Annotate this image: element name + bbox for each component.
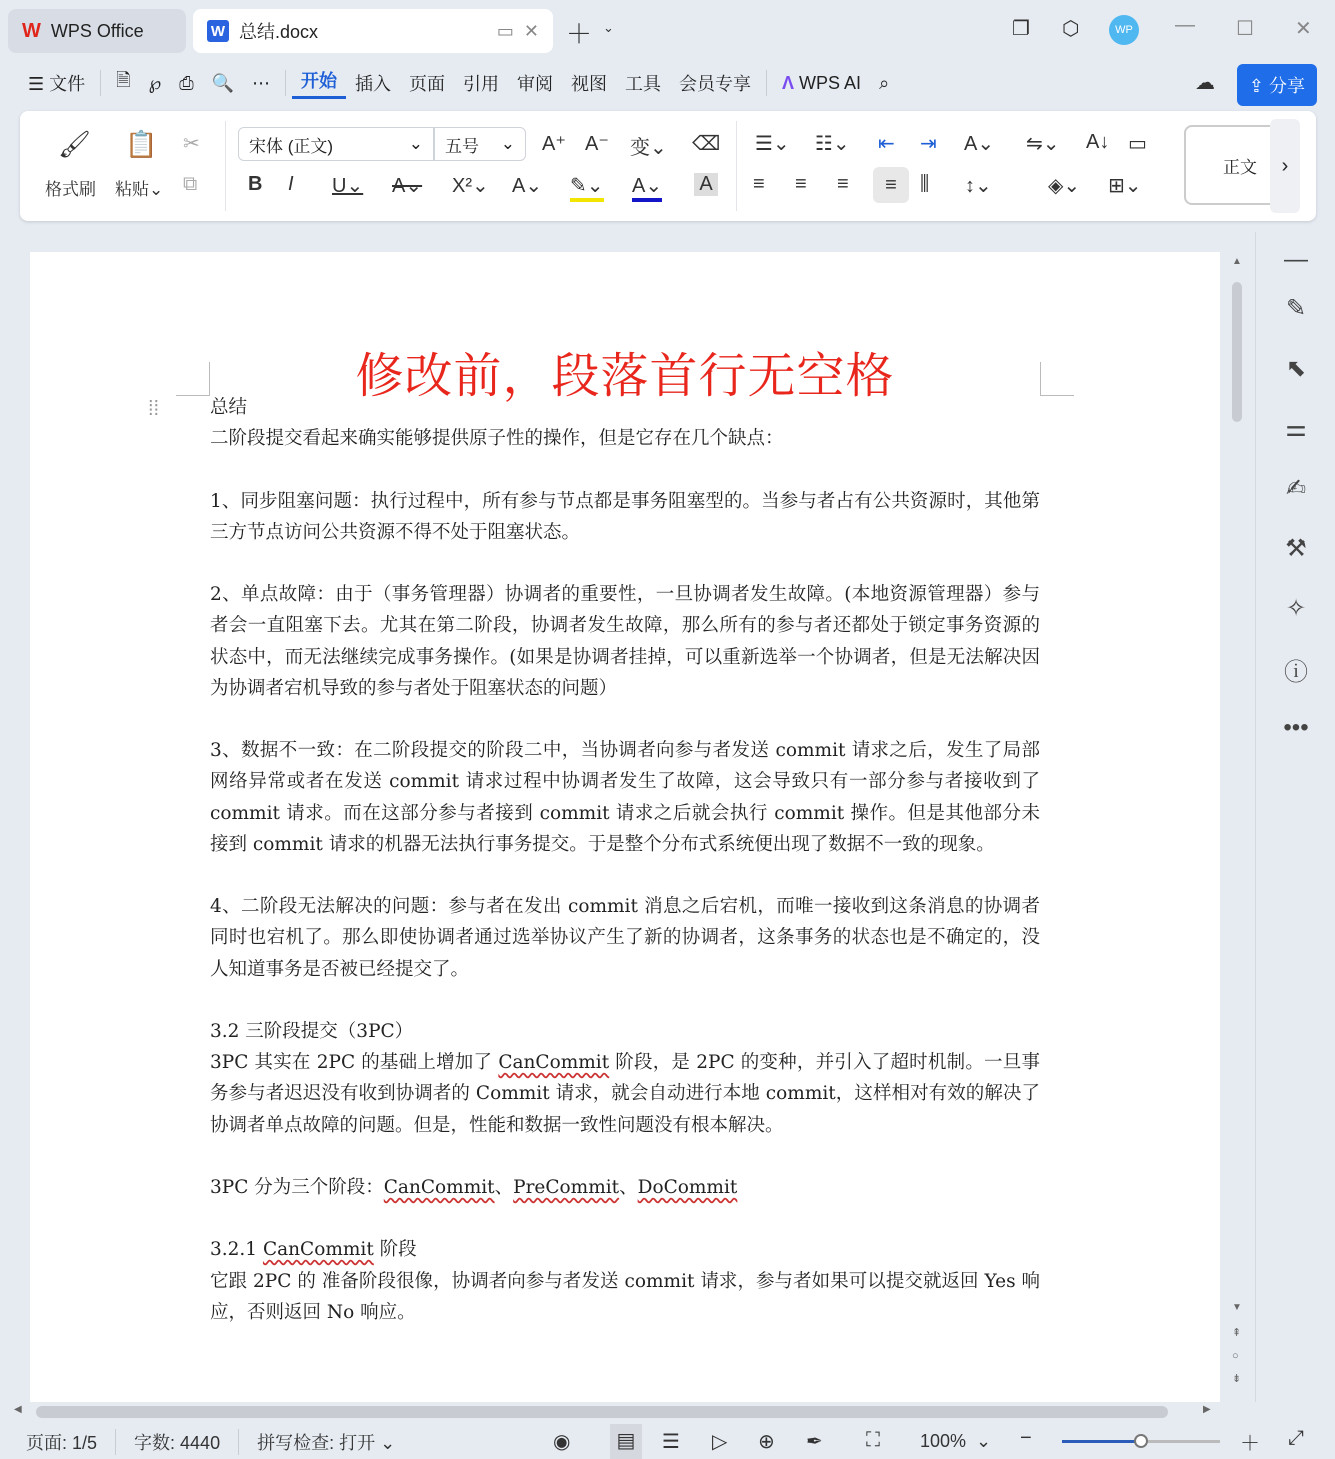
paragraph <box>210 548 1040 579</box>
pen-icon[interactable]: ✒ <box>806 1431 823 1453</box>
paragraph: 3.2.1 CanCommit 阶段 <box>210 1239 417 1261</box>
bold-icon[interactable]: B <box>248 173 263 195</box>
save-icon[interactable]: 🗎 <box>116 70 131 90</box>
scroll-thumb[interactable] <box>36 1406 1168 1418</box>
close-tab-icon[interactable]: ✕ <box>523 20 539 41</box>
zoom-slider-handle[interactable] <box>1134 1434 1148 1448</box>
superscript-icon[interactable]: X²⌄ <box>452 175 489 197</box>
numbered-list-icon[interactable]: ☷⌄ <box>815 133 850 155</box>
font-color-icon[interactable]: A⌄ <box>632 173 662 202</box>
menu-bar <box>0 62 1335 104</box>
wps-ai-button[interactable]: Λ WPS AI <box>782 72 862 93</box>
tab-member[interactable]: 会员专享 <box>679 74 752 94</box>
cut-icon[interactable]: ✂ <box>183 133 200 155</box>
zoom-out-icon[interactable]: − <box>1020 1427 1032 1449</box>
browse-object-icon[interactable]: ○ <box>1232 1350 1239 1362</box>
paragraph: 3.2 三阶段提交（3PC） <box>210 1020 414 1042</box>
highlight-icon[interactable]: ✎⌄ <box>570 173 604 202</box>
divider <box>285 70 286 96</box>
format-icon[interactable]: ℘ <box>148 72 162 93</box>
paragraph: 1、同步阻塞问题：执行过程中，所有参与节点都是事务阻塞型的。当参与者占有公共资源时，其他第三方节点访问公共资源不得不处于阻塞状态。 <box>210 490 1040 543</box>
paragraph: 3PC 分为三个阶段：CanCommit、PreCommit、DoCommit <box>210 1176 738 1198</box>
word-count[interactable]: 字数: 4440 <box>134 1432 221 1453</box>
decrease-indent-icon[interactable]: ⇤ <box>878 133 895 155</box>
strikethrough-icon[interactable]: A⌄ <box>392 175 423 197</box>
char-shading-icon[interactable]: A <box>694 173 718 196</box>
paste-label[interactable]: 粘贴⌄ <box>115 180 164 199</box>
align-center-icon[interactable]: ≡ <box>795 173 807 195</box>
page-count[interactable]: 页面: 1/5 <box>26 1432 98 1453</box>
edit-icon[interactable]: ✎ <box>1285 295 1307 322</box>
paragraph <box>210 1203 1040 1234</box>
text-direction-icon[interactable]: ⇋⌄ <box>1026 133 1060 155</box>
fullscreen-icon[interactable]: ⤢ <box>1288 1427 1304 1449</box>
tab-tools[interactable]: 工具 <box>625 74 662 94</box>
tab-wps-office[interactable]: W WPS Office <box>8 9 186 53</box>
scroll-up-icon[interactable]: ▲ <box>1232 256 1242 267</box>
divider <box>115 1429 116 1455</box>
scroll-right-icon[interactable]: ▶ <box>1203 1404 1211 1415</box>
more-icon[interactable]: ⋯ <box>252 72 271 93</box>
zoom-slider[interactable] <box>1062 1440 1220 1443</box>
paragraph: 总结 <box>210 397 248 418</box>
justify-icon[interactable]: ≡ <box>873 167 909 203</box>
chat-icon[interactable]: ☁ <box>1195 72 1215 94</box>
help-icon[interactable]: ⓘ <box>1284 659 1308 686</box>
text-effect-icon[interactable]: A⌄ <box>512 175 543 197</box>
tab-home[interactable]: 开始 <box>292 67 346 99</box>
paragraph <box>210 985 1040 1016</box>
style-gallery[interactable]: 正文 <box>1184 125 1296 205</box>
more-icon[interactable]: ••• <box>1283 714 1309 741</box>
zoom-level[interactable]: 100% ⌄ <box>920 1431 992 1451</box>
writer-icon: W <box>207 20 229 42</box>
ai-logo-icon: Λ <box>782 72 795 93</box>
fit-icon[interactable]: ⛶ <box>866 1429 880 1451</box>
chevron-down-icon[interactable]: ⌄ <box>603 20 614 35</box>
divider <box>100 70 101 96</box>
outline-view-icon[interactable]: ☰ <box>662 1431 680 1453</box>
divider <box>238 1429 239 1455</box>
right-sidebar <box>1255 232 1335 1402</box>
collapse-icon[interactable]: — <box>1284 246 1308 273</box>
prev-page-icon[interactable]: ⇞ <box>1232 1327 1242 1339</box>
divider <box>736 121 737 211</box>
underline-icon[interactable]: U⌄ <box>332 175 364 197</box>
divider <box>225 121 226 211</box>
status-bar <box>0 1424 1335 1459</box>
next-page-icon[interactable]: ⇟ <box>1232 1373 1242 1385</box>
align-right-icon[interactable]: ≡ <box>837 173 849 195</box>
format-painter-icon[interactable]: 🖌 <box>58 129 92 159</box>
gallery-next-icon[interactable]: › <box>1270 119 1300 213</box>
paragraph: 二阶段提交看起来确实能够提供原子性的操作，但是它存在几个缺点： <box>210 428 784 450</box>
shrink-font-icon[interactable]: A⁻ <box>585 133 609 155</box>
tab-view[interactable]: 视图 <box>571 74 608 94</box>
wps-logo-icon: W <box>22 19 41 42</box>
new-tab-icon[interactable]: ＋ <box>566 19 593 49</box>
paragraph: 2、单点故障：由于（事务管理器）协调者的重要性，一旦协调者发生故障。(本地资源管理器）参与者会一直阻塞下去。尤其在第二阶段，协调者发生故障，那么所有的参与者还都处于锁定事务资源的状态中，而无法继续完成事务操作。(如果是协调者挂掉，可以重新选举一个协调者，但是无法解决因为协调者宕机导致的参与者处于阻塞状态的问题） <box>210 584 1040 699</box>
paragraph <box>210 1141 1040 1172</box>
tab-references[interactable]: 引用 <box>463 74 500 94</box>
cube-icon[interactable]: ⬡ <box>1062 18 1080 40</box>
star-settings-icon[interactable]: ✧ <box>1285 595 1307 622</box>
tab-document[interactable]: W 总结.docx ▭ ✕ <box>193 9 553 53</box>
tab-insert[interactable]: 插入 <box>355 74 392 94</box>
eye-icon[interactable]: ◉ <box>553 1431 571 1453</box>
sort-icon[interactable]: A↓ <box>1086 131 1110 153</box>
scroll-down-icon[interactable]: ▼ <box>1232 1302 1242 1313</box>
tab-page[interactable]: 页面 <box>409 74 446 94</box>
scroll-thumb[interactable] <box>1232 282 1242 422</box>
share-button[interactable]: ⇪ 分享 <box>1237 64 1317 106</box>
scroll-left-icon[interactable]: ◀ <box>14 1404 22 1415</box>
document-page[interactable] <box>30 252 1220 1402</box>
vertical-scrollbar[interactable] <box>1228 232 1248 1402</box>
heading-overlay: 修改前，段落首行无空格 <box>355 348 895 404</box>
page-view-icon[interactable]: ▤ <box>610 1424 642 1459</box>
search-icon[interactable]: ⌕ <box>879 72 890 93</box>
clear-format-icon[interactable]: ⌫ <box>692 133 721 155</box>
line-spacing-icon[interactable]: ↕⌄ <box>965 175 992 197</box>
ruler-icon[interactable]: ▭ <box>1128 133 1147 155</box>
tab-bar <box>0 0 1335 60</box>
maximize-icon[interactable]: ☐ <box>1236 18 1254 40</box>
divider <box>766 70 767 96</box>
file-menu[interactable]: ☰ 文件 <box>28 74 86 94</box>
document-body[interactable] <box>210 392 1040 1328</box>
print-icon[interactable]: ⎙ <box>179 72 194 93</box>
close-window-icon[interactable]: ✕ <box>1295 18 1312 40</box>
paragraph <box>210 454 1040 485</box>
play-icon[interactable]: ▷ <box>712 1431 728 1453</box>
paragraph <box>210 860 1040 891</box>
minimize-icon[interactable]: — <box>1175 14 1195 36</box>
adjust-icon[interactable]: ⚌ <box>1285 415 1307 442</box>
select-icon[interactable]: ⬉ <box>1285 355 1307 382</box>
paragraph: 3PC 其实在 2PC 的基础上增加了 CanCommit 阶段，是 2PC 的变种，并引入了超时机制。一旦事务参与者迟迟没有收到协调者的 Commit 请求，就会自动进行本地 commit，这样相对有效的解决了协调者单点故障的问题。但是，性能和数据一致性问题没有根本解决。 <box>210 1052 1040 1136</box>
paragraph <box>210 704 1040 735</box>
font-size-select[interactable]: 五号 ⌄ <box>434 127 526 161</box>
avatar[interactable]: WP <box>1109 15 1139 45</box>
grow-font-icon[interactable]: A⁺ <box>542 133 566 155</box>
window-list-icon[interactable]: ❐ <box>1012 18 1030 40</box>
zoom-slider-fill <box>1062 1440 1141 1443</box>
bullet-list-icon[interactable]: ☰⌄ <box>755 133 790 155</box>
monitor-icon[interactable]: ▭ <box>496 20 514 41</box>
zoom-in-icon[interactable]: ＋ <box>1240 1433 1260 1455</box>
distribute-icon[interactable]: ⫼ <box>920 173 930 195</box>
borders-icon[interactable]: ⊞⌄ <box>1108 175 1142 197</box>
copy-icon[interactable]: ⧉ <box>183 173 198 195</box>
drag-handle-icon[interactable]: ⁞⁞ <box>148 398 160 420</box>
font-family-select[interactable]: 宋体 (正文) ⌄ <box>238 127 434 161</box>
tools-icon[interactable]: ⚒ <box>1285 535 1307 562</box>
writing-icon[interactable]: ✍ <box>1285 475 1307 502</box>
print-preview-icon[interactable]: 🔍 <box>211 72 235 93</box>
spell-check[interactable]: 拼写检查: 打开 ⌄ <box>257 1432 396 1453</box>
align-left-icon[interactable]: ≡ <box>753 173 765 195</box>
paragraph: 3、数据不一致：在二阶段提交的阶段二中，当协调者向参与者发送 commit 请求之后，发生了局部网络异常或者在发送 commit 请求过程中协调者发生了故障，这会导致只有一部分参与者接收到了 commit 请求。而在这部分参与者接到 commit 请求之后就会执行 commit 操作。但是其他部分未接到 commit 请求的机器无法执行事务提交。于是整个分布式系统便出现了数据不一致的现象。 <box>210 740 1040 855</box>
paste-icon[interactable]: 📋 <box>125 129 158 159</box>
shading-icon[interactable]: ◈⌄ <box>1048 175 1081 197</box>
char-spacing-icon[interactable]: A⌄ <box>964 133 995 155</box>
format-painter-label[interactable]: 格式刷 <box>45 180 96 199</box>
ribbon-toolbar <box>20 111 1316 221</box>
increase-indent-icon[interactable]: ⇥ <box>920 133 937 155</box>
paragraph: 它跟 2PC 的 准备阶段很像，协调者向参与者发送 commit 请求，参与者如果可以提交就返回 Yes 响应，否则返回 No 响应。 <box>210 1270 1040 1323</box>
italic-icon[interactable]: I <box>288 173 294 195</box>
paragraph: 4、二阶段无法解决的问题：参与者在发出 commit 消息之后宕机，而唯一接收到这条消息的协调者同时也宕机了。那么即使协调者通过选举协议产生了新的协调者，这条事务的状态也是不确定的，没人知道事务是否被已经提交了。 <box>210 896 1040 980</box>
phonetic-icon[interactable]: 变⌄ <box>630 137 667 159</box>
horizontal-scrollbar[interactable] <box>0 1402 1225 1422</box>
tab-review[interactable]: 审阅 <box>517 74 554 94</box>
web-view-icon[interactable]: ⊕ <box>758 1431 775 1453</box>
